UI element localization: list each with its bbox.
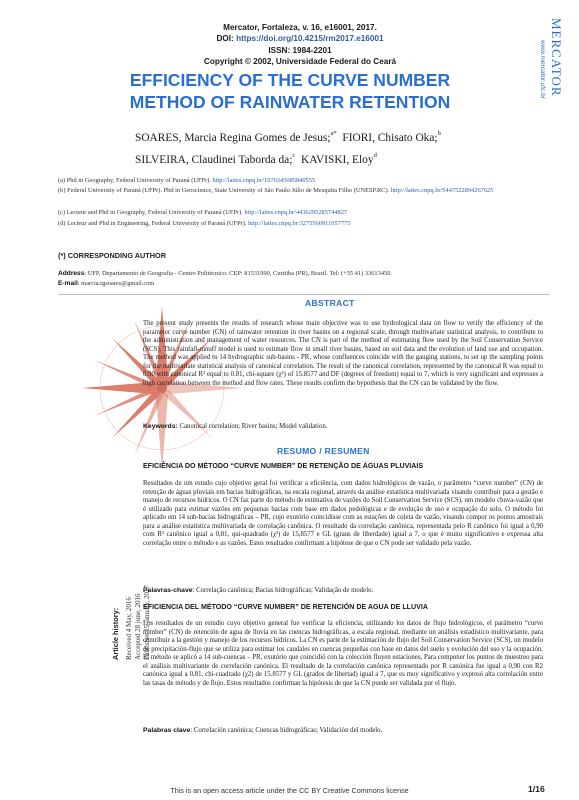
affiliation-text: Phd in Geography, Federal University of Paraná (UFPr). [66, 177, 211, 184]
page-number: 1/16 [528, 784, 545, 794]
resumen-heading: RESUMEN [324, 446, 370, 456]
published-date: Publisher 15 january, 2017 [143, 585, 151, 660]
resumo-resumen-heading: RESUMO / RESUMEN [277, 446, 370, 456]
author-kaviski-mark: d [373, 152, 377, 159]
affiliation-mark: (a) [58, 177, 66, 184]
corresponding-author-heading: (*) CORRESPONDING AUTHOR [58, 251, 166, 260]
abstract-text: The present study presents the results of research whose main objective was to use hydrological data on flow to verify the efficiency of the parameter curve number (CN) of rainwater retention in river basins on a regional scale, through multivariate statistical analysis, to contribute to the administration and management of water resources. The CN is part of the method of estimating flow used by the Soil Conservation Service (SCS). This rainfall-runoff model is used to estimate flow in small river basins, based on soil data and the evolution of land use and occupation. The method was applied to 14 hydrographic sub-basins - PR, whose confluences coincide with the gauging stations, to set up the sampling points for the multivariate statistical analysis of canonical correlation. The result of the canonical correlation, represented by the canonical R was equal to 0.90 with canonical R² equal to 0.81, chi-square (χ²) of 15.8577 and DF (degrees of freedom) equal to 7, which is very significant and expresses a high correlation between the method and flow rates. These results confirm the hypothesis that the CN can be validated by the flow. [143, 320, 543, 387]
palavras-chave-label: Palavras-chave [143, 587, 193, 594]
copyright: Copyright © 2002, Universidade Federal do Ceará [203, 57, 397, 67]
keywords-label: Keywords: [143, 423, 178, 430]
author-silveira: SILVEIRA, Claudinei Taborda da; [135, 154, 293, 166]
lattes-link[interactable]: http://lattes.cnpq.br/1076345085840555 [212, 177, 316, 184]
side-url-text[interactable]: www.mercator.ufc.br [539, 40, 546, 99]
doi-link[interactable]: https://doi.org/10.4215/rm2017.e16001 [236, 34, 384, 44]
author-fiori-mark: b [437, 130, 441, 137]
authors-line-1 [135, 125, 465, 147]
email-label: E-mail [58, 279, 78, 287]
spanish-title: EFICIENCIA DEL MÉTODO “CURVE NUMBER” DE RETENCIÓN DE AGUA DE LLUVIA [143, 603, 428, 611]
journal-header [150, 22, 450, 68]
affiliation-a [58, 176, 538, 186]
lattes-link[interactable]: http://lattes.cnpq.br/5447522894267625 [390, 187, 494, 194]
spanish-keywords [143, 726, 543, 735]
author-kaviski: KAVISKI, Eloy [300, 154, 374, 166]
lattes-link[interactable]: http://lattes.cnpq.br/4436295285744827 [244, 209, 348, 216]
palabras-clave-label: Palabras clave [143, 727, 191, 734]
address-label: Address [58, 270, 85, 277]
doi-label: DOI: [216, 34, 234, 44]
paper-title [40, 69, 540, 113]
author-silveira-mark: c [292, 152, 296, 159]
affiliation-mark: (d) [58, 220, 66, 227]
email-text[interactable]: : marcia.rgsoares@gmail.com [77, 279, 155, 287]
portuguese-keywords [143, 586, 543, 595]
lattes-link[interactable]: http://lattes.cnpq.br/3275560911057775 [248, 220, 351, 227]
portuguese-abstract: Resultados de um estudo cujo objetivo geral foi verificar a eficiência, com dados hidrológicos de vazão, o parâmetro “curve number” (CN) de retenção de águas pluviais em bacias hidrográficas, na escala regional, através da análise estatística multivariada visando contribuir para a gestão e manejo de recursos hídricos. O CN faz parte do método de estimativa de vazões do Soil Conservation Service (SCS), um modelo chuva-vazão que é utilizado para estimar vazões em pequenas bacias com base em dados pedológicas e de evolução de uso e ocupação do solo. O método foi aplicado em 14 sub-bacias hidrográficas – PR, cujo exutório coincidisse com as estações de coleta de vazão, visando compor os pontos amostrais para a análise estatística multivariada de correlação canônica. O resultado da correlação canônica, representada pelo R canônico foi igual a 0,90 com R² canônico igual a 0,81, qui-quadrado (χ²) de 15,8577 e GL (graus de liberdade) igual a 7, o que é muito significativo e expressa alta correlação entre o método e as vazões. Estes resultados confirmam a hipótese de que o CN pode ser validado pela vazão. [143, 480, 543, 547]
accepted-date: Accepted 28 june, 2016 [134, 593, 142, 660]
affiliation-text: Federal University of Paraná (UFPr). Phd in Geoscience, State University of São Paulo Júlio de Mesquita Filho (UNESP.RC). [67, 187, 390, 194]
title-line-1: EFFICIENCY OF THE CURVE NUMBER [129, 70, 451, 90]
portuguese-title: EFICIÊNCIA DO MÉTODO “CURVE NUMBER” DE RETENÇÃO DE ÁGUAS PLUVIAIS [143, 462, 424, 470]
affiliation-text: Lecteur and Phd in Engineering, Federal University of Paraná (UFPr). [67, 220, 247, 227]
doi-line [150, 33, 450, 44]
palabras-clave-text: : Correlación canónica; Cuencas hidrográficas; Validación del modelo. [190, 727, 383, 734]
license-footer: This is an open access article under the CC BY Creative Commons license [170, 786, 409, 795]
address-text: : UFP, Departamento de Geografia - Centro Politécnico. CEP: 81531990, Curitiba (PR), Brazil. Tel: (+55 41) 33613450. [84, 270, 393, 277]
affiliation-mark: (c) [58, 209, 66, 216]
affiliation-c [58, 208, 538, 218]
article-history-label: Article history: [111, 607, 120, 660]
authors-line-2 [135, 147, 465, 169]
article-history [108, 582, 178, 662]
abstract-heading: ABSTRACT [305, 298, 355, 308]
authors-block [135, 125, 465, 169]
palavras-chave-text: : Correlação canônica; Bacias hidrográficas; Validação de modelo. [192, 587, 374, 594]
author-soares-mark: a* [330, 130, 337, 137]
issn: ISSN: 1984-2201 [268, 45, 332, 55]
abstract-keywords [143, 422, 543, 431]
side-logo-text: MERCATOR [549, 18, 564, 97]
author-soares: SOARES, Marcia Regina Gomes de Jesus; [135, 132, 331, 144]
spanish-abstract: Los resultados de un estudio cuyo objetivo general fue verificar la eficiencia, utilizando los datos de flujo hidrológicos, el parámetro “curve number” (CN) de retención de agua de lluvia en las cuencas hidrográficas, a escala regional, mediante un análisis estadístico multivariante, para contribuir a la gestión y manejo de los recursos hídricos. La CN es parte de la estimación de flujo del Soil Conservation Service (SCS), un modelo de precipitación-flujo que se utiliza para estimar los caudales en cuencas pequeñas con base en datos del suelo y evolución del uso y la ocupación. El método se aplicó a 14 sub-cuencas – PR, exutório que coincidió con la colección fluyen estaciones, Para componer los puntos de muestreo para el análisis multivariante de correlación canónica. El resultado de la correlación canónica representado por R canónica fue igual a 0,90 con R2 canónica igual a 0,81, chi-cuadrado (χ2) de 15.8577 y GL (grados de libertad) igual a 7, que es muy significativo y expresó alta correlación entre las tasas de método y de flujo. Estos resultados confirman la hipótesis de que la CN puede ser validada por el flujo. [143, 620, 543, 687]
author-fiori: FIORI, Chisato Oka; [342, 132, 438, 144]
affiliation-text: Lecteur and Phd in Geography, Federal University of Paraná (UFPr). [66, 209, 243, 216]
resumo-heading: RESUMO [277, 446, 317, 456]
received-date: Received 4 May, 2016 [125, 597, 133, 660]
affiliation-d [58, 219, 538, 229]
title-line-2: METHOD OF RAINWATER RETENTION [129, 92, 451, 112]
journal-citation: Mercator, Fortaleza, v. 16, e16001, 2017. [223, 23, 377, 32]
affiliation-b [58, 186, 538, 196]
address-line [58, 269, 528, 279]
corresponding-address [58, 269, 528, 288]
affiliation-mark: (b) [58, 187, 66, 194]
keywords-text: Canonical correlation; River basins; Model validation. [179, 423, 328, 430]
divider [58, 294, 550, 295]
email-line [58, 279, 528, 289]
